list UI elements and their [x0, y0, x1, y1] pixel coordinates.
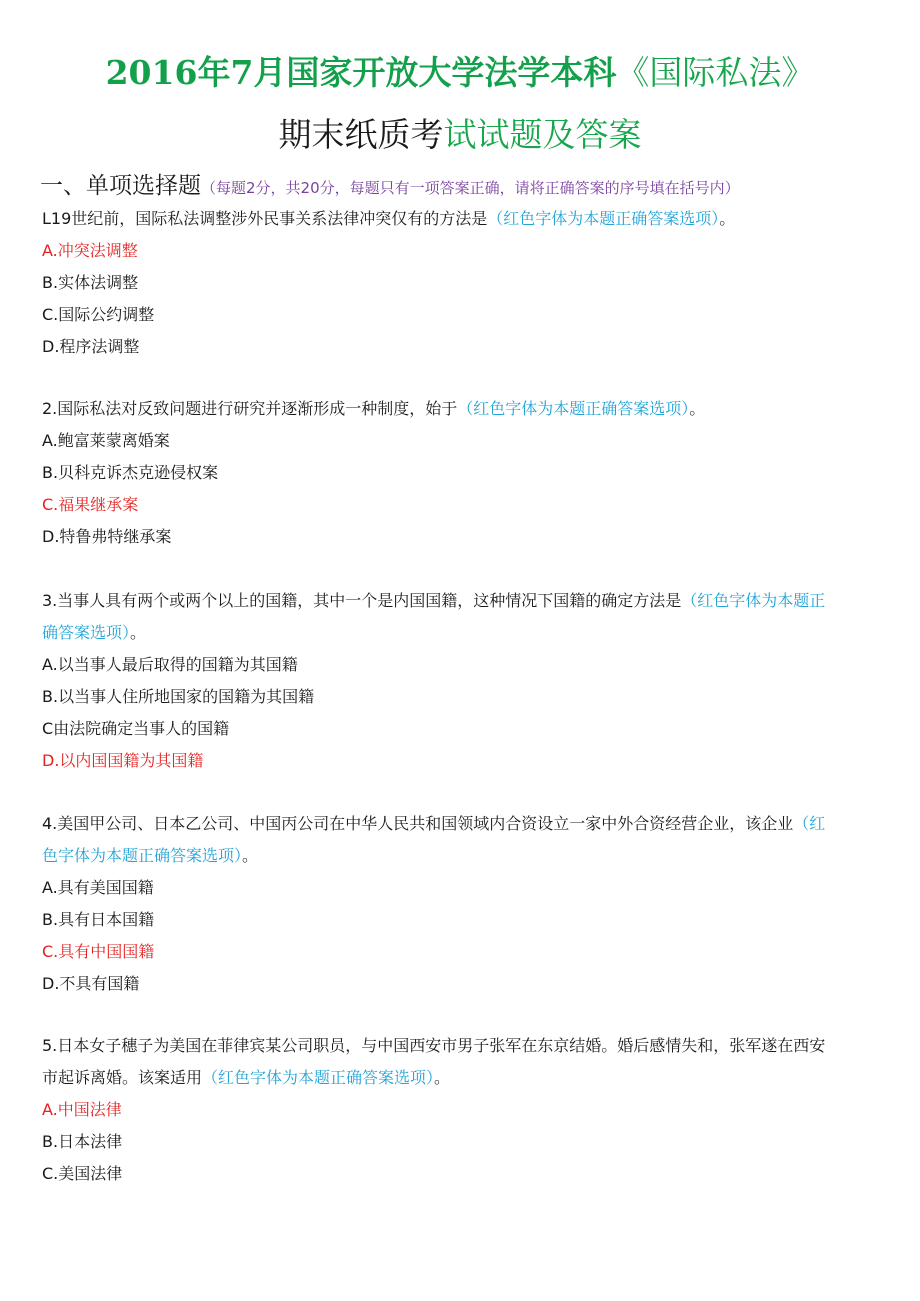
question-1-option-c: C.国际公约调整 [42, 305, 155, 324]
question-4-option-c: C.具有中国国籍 [42, 942, 155, 961]
stem-end: 。 [242, 846, 259, 865]
question-3-stem-line-2 [42, 618, 880, 648]
question-1-stem [42, 204, 880, 234]
question-2-option-b: B.贝科克诉杰克逊侵权案 [42, 463, 219, 482]
question-3-option-a: A.以当事人最后取得的国籍为其国籍 [42, 655, 298, 674]
answer-hint-part-2: 确答案选项） [42, 623, 131, 642]
question-3-stem-line-1 [42, 586, 880, 616]
question-2-option-d: D.特鲁弗特继承案 [42, 527, 172, 546]
stem-end: 。 [130, 623, 147, 642]
question-4-stem-line-2 [42, 841, 880, 871]
answer-hint: （红色字体为本题正确答案选项） [202, 1068, 435, 1087]
question-1-option-b: B.实体法调整 [42, 273, 139, 292]
answer-hint-part-1: （红 [793, 814, 826, 833]
document-title-line-1 [0, 51, 920, 95]
question-3-option-c: C由法院确定当事人的国籍 [42, 719, 230, 738]
title-year: 2016年7月 [105, 53, 287, 92]
question-4-stem-line-1 [42, 809, 880, 839]
section-heading [40, 168, 900, 206]
question-5-option-c: C.美国法律 [42, 1164, 123, 1183]
question-4-option-a: A.具有美国国籍 [42, 878, 154, 897]
answer-hint: （红色字体为本题正确答案选项） [487, 209, 720, 228]
question-5-stem-line-1: 5.日本女子穗子为美国在菲律宾某公司职员，与中国西安市男子张军在东京结婚。婚后感情失和，张军遂在西安 [42, 1036, 826, 1055]
question-stem-text: 2.国际私法对反致问题进行研究并逐渐形成一种制度，始于 [42, 399, 458, 418]
question-1-option-d: D.程序法调整 [42, 337, 140, 356]
section-title: 一、单项选择题 [40, 173, 201, 199]
title-course: 《国际私法》 [616, 53, 815, 92]
title-university: 国家开放大学法学本科 [286, 53, 617, 92]
question-1-option-a: A.冲突法调整 [42, 241, 138, 260]
question-3-option-b: B.以当事人住所地国家的国籍为其国籍 [42, 687, 315, 706]
question-stem-text: 3.当事人具有两个或两个以上的国籍，其中一个是内国国籍，这种情况下国籍的确定方法是 [42, 591, 682, 610]
title-exam-type: 期末纸质考 [278, 115, 444, 154]
question-stem-text: 4.美国甲公司、日本乙公司、中国丙公司在中华人民共和国领域内合资设立一家中外合资经营企业，该企业 [42, 814, 794, 833]
question-4-option-b: B.具有日本国籍 [42, 910, 155, 929]
stem-end: 。 [719, 209, 736, 228]
stem-end: 。 [689, 399, 706, 418]
answer-hint-part-1: （红色字体为本题正 [681, 591, 826, 610]
question-2-option-c: C.福果继承案 [42, 495, 139, 514]
answer-hint-part-2: 色字体为本题正确答案选项） [42, 846, 243, 865]
question-stem-text: L19世纪前，国际私法调整涉外民事关系法律冲突仅有的方法是 [42, 209, 488, 228]
stem-end: 。 [434, 1068, 451, 1087]
question-2-stem [42, 394, 880, 424]
answer-hint: （红色字体为本题正确答案选项） [457, 399, 690, 418]
section-instructions: （每题2分，共20分，每题只有一项答案正确，请将正确答案的序号填在括号内） [201, 179, 740, 197]
question-stem-text: 市起诉离婚。该案适用 [42, 1068, 203, 1087]
document-title-line-2 [0, 113, 920, 157]
question-5-option-b: B.日本法律 [42, 1132, 123, 1151]
question-3-option-d: D.以内国国籍为其国籍 [42, 751, 204, 770]
title-answers: 试试题及答案 [443, 115, 642, 154]
question-5-option-a: A.中国法律 [42, 1100, 122, 1119]
question-5-stem-line-2 [42, 1063, 880, 1093]
question-2-option-a: A.鲍富莱蒙离婚案 [42, 431, 170, 450]
question-4-option-d: D.不具有国籍 [42, 974, 140, 993]
